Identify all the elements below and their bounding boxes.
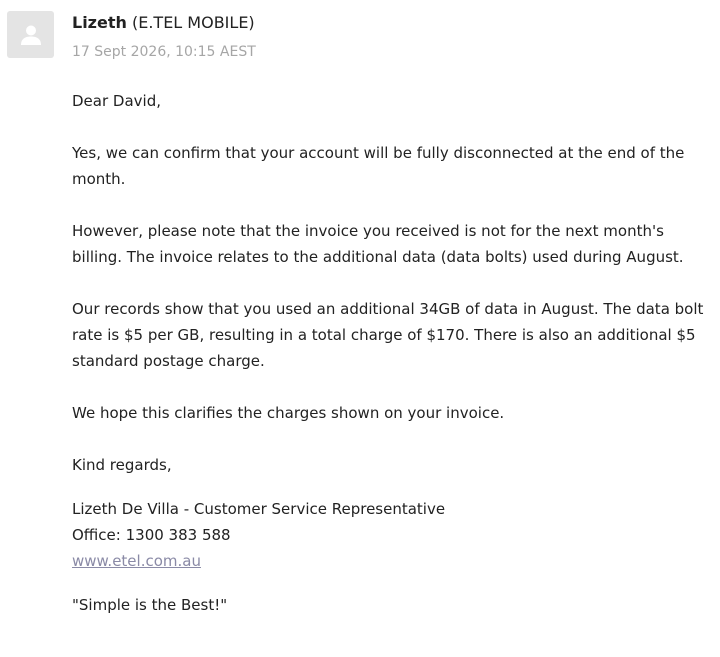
sender-avatar[interactable] — [7, 11, 54, 58]
signature-office-phone: Office: 1300 383 588 — [72, 526, 231, 544]
email-body — [72, 88, 712, 618]
body-paragraph: We hope this clarifies the charges shown on your invoice. — [72, 404, 505, 422]
sender-line — [72, 13, 256, 33]
closing: Kind regards, — [72, 456, 172, 474]
body-paragraph: Our records show that you used an additional 34GB of data in August. The data bolt rate is $5 per GB, resulting in a total charge of $170. There is also an additional $5 standard postage charge. — [72, 300, 704, 370]
signature-tagline: "Simple is the Best!" — [72, 596, 228, 614]
email-header — [7, 11, 256, 61]
signature-website-link[interactable]: www.etel.com.au — [72, 552, 201, 570]
sender-meta — [72, 13, 256, 61]
body-paragraph: However, please note that the invoice you received is not for the next month's billing. The invoice relates to the additional data (data bolts) used during August. — [72, 222, 684, 266]
sender-organization: (E.TEL MOBILE) — [131, 13, 255, 32]
body-paragraph: Yes, we can confirm that your account will be fully disconnected at the end of the month. — [72, 144, 685, 188]
email-timestamp: 17 Sept 2026, 10:15 AEST — [72, 44, 256, 60]
greeting: Dear David, — [72, 92, 161, 110]
sender-name[interactable]: Lizeth — [72, 13, 127, 32]
signature — [72, 496, 712, 574]
signature-name-title: Lizeth De Villa - Customer Service Representative — [72, 500, 446, 518]
user-silhouette-icon — [20, 24, 42, 46]
